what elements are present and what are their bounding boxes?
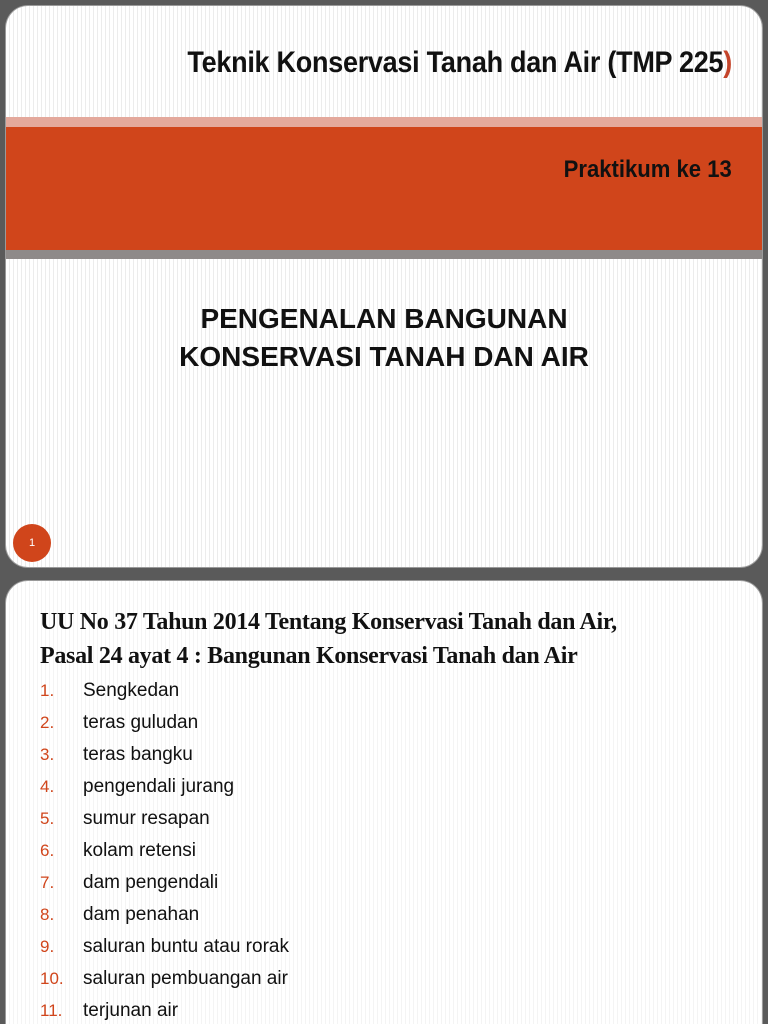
list-item-text: dam penahan — [83, 904, 200, 925]
list-item-number: 8. — [40, 905, 55, 924]
list-item — [40, 675, 289, 707]
list-item — [40, 739, 289, 771]
topic-title — [6, 300, 762, 376]
list-item-number: 9. — [40, 937, 55, 956]
list-item-number: 11. — [40, 1001, 63, 1020]
list-item — [40, 707, 289, 739]
list-item-text: saluran pembuangan air — [83, 968, 288, 989]
course-title — [79, 46, 732, 80]
slide-2 — [6, 581, 762, 1024]
accent-band-gray — [6, 250, 762, 259]
list-item-text: pengendali jurang — [83, 776, 235, 797]
accent-band-light — [6, 117, 762, 127]
list-item-number: 10. — [40, 969, 64, 988]
list-item-text: saluran buntu atau rorak — [83, 936, 289, 957]
list-item-text: teras bangku — [83, 744, 193, 765]
topic-title-line-1: PENGENALAN BANGUNAN — [200, 303, 568, 334]
list-item-number: 1. — [40, 681, 55, 700]
slide-1 — [6, 6, 762, 567]
list-item-text: dam pengendali — [83, 872, 219, 893]
slide-number-badge: 1 — [13, 524, 51, 562]
law-heading-line-2: Pasal 24 ayat 4 : Bangunan Konservasi Tanah dan Air — [40, 643, 578, 669]
list-item-text: Sengkedan — [83, 680, 180, 701]
course-title-text: Teknik Konservasi Tanah dan Air (TMP 225 — [187, 46, 724, 79]
list-item-number: 4. — [40, 777, 55, 796]
list-item — [40, 995, 289, 1024]
structure-list — [40, 675, 289, 1024]
list-item-number: 3. — [40, 745, 55, 764]
list-item-text: terjunan air — [83, 1000, 179, 1021]
list-item — [40, 803, 289, 835]
list-item — [40, 899, 289, 931]
list-item — [40, 835, 289, 867]
accent-band-orange — [6, 127, 762, 250]
list-item — [40, 963, 289, 995]
course-title-close-paren: ) — [723, 46, 732, 79]
list-item-number: 6. — [40, 841, 55, 860]
list-item-text: teras guludan — [83, 712, 199, 733]
law-heading-line-1: UU No 37 Tahun 2014 Tentang Konservasi Tanah dan Air, — [40, 609, 617, 635]
list-item-text: sumur resapan — [83, 808, 210, 829]
topic-title-line-2: KONSERVASI TANAH DAN AIR — [179, 341, 589, 372]
list-item-number: 5. — [40, 809, 55, 828]
list-item — [40, 931, 289, 963]
list-item-text: kolam retensi — [83, 840, 196, 861]
list-item — [40, 771, 289, 803]
list-item-number: 7. — [40, 873, 55, 892]
list-item — [40, 867, 289, 899]
law-heading — [40, 605, 740, 673]
list-item-number: 2. — [40, 713, 55, 732]
practicum-subtitle: Praktikum ke 13 — [563, 156, 732, 183]
